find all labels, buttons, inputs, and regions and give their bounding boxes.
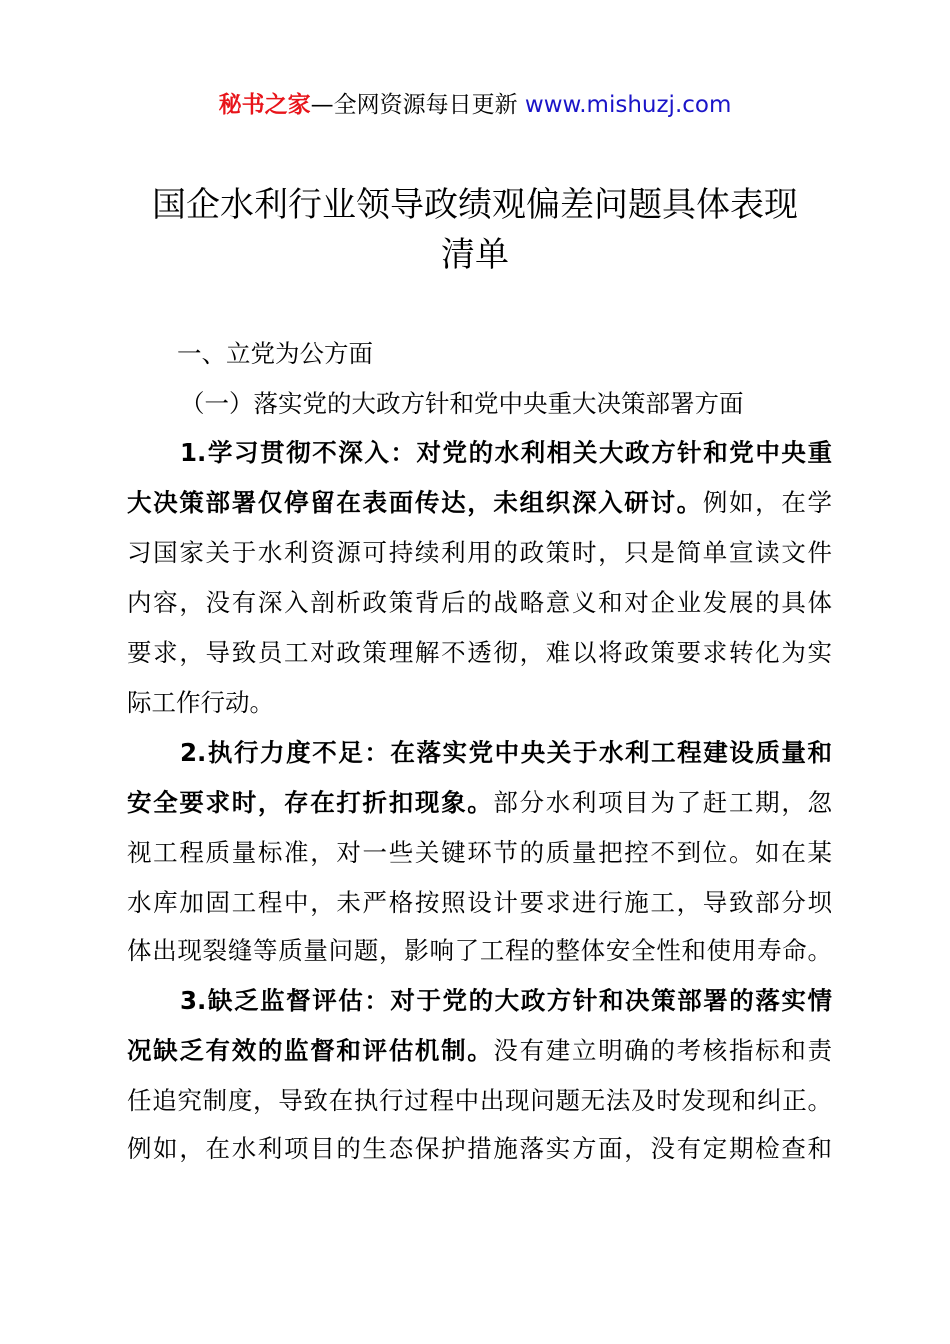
item-3-heading: 3.缺乏监督评估：对于党的大政方针和决策部署的落实情: [180, 986, 832, 1015]
item-2-summary: 安全要求时，存在打折扣现象。: [127, 788, 494, 817]
subsection-heading: （一）落实党的大政方针和党中央重大决策部署方面: [180, 389, 744, 418]
title-line-2: 清单: [441, 235, 509, 275]
website-link[interactable]: www.mishuzj.com: [524, 92, 732, 118]
paragraph-line: 习国家关于水利资源可持续利用的政策时，只是简单宣读文件: [127, 538, 832, 567]
paragraph-line: [127, 1026, 832, 1076]
item-3-summary: 况缺乏有效的监督和评估机制。: [127, 1036, 494, 1065]
header-slogan: —全网资源每日更新: [310, 92, 518, 118]
item-1-summary: 大决策部署仅停留在表面传达，未组织深入研讨。: [127, 488, 703, 517]
paragraph-line: 际工作行动。: [127, 688, 274, 717]
paragraph-line: [180, 728, 832, 778]
paragraph-line: [127, 478, 832, 528]
paragraph-line: 水库加固工程中，未严格按照设计要求进行施工，导致部分坝: [127, 888, 832, 917]
item-1-heading: 1.学习贯彻不深入：对党的水利相关大政方针和党中央重: [180, 438, 832, 467]
paragraph-line: 任追究制度，导致在执行过程中出现问题无法及时发现和纠正。: [127, 1086, 832, 1115]
section-heading: 一、立党为公方面: [177, 339, 373, 368]
paragraph-text: 例如，在学: [702, 488, 833, 517]
paragraph-line: 内容，没有深入剖析政策背后的战略意义和对企业发展的具体: [127, 588, 832, 617]
paragraph-line: 要求，导致员工对政策理解不透彻，难以将政策要求转化为实: [127, 638, 832, 667]
item-2-heading: 2.执行力度不足：在落实党中央关于水利工程建设质量和: [180, 738, 832, 767]
paragraph-text: 部分水利项目为了赶工期，忽: [493, 788, 832, 817]
document-title: [60, 180, 890, 280]
title-line-1: 国企水利行业领导政绩观偏差问题具体表现: [152, 185, 798, 225]
brand-name: 秘书之家: [218, 92, 311, 118]
paragraph-line: [180, 428, 832, 478]
paragraph-line: 体出现裂缝等质量问题，影响了工程的整体安全性和使用寿命。: [127, 936, 832, 965]
paragraph-line: [127, 778, 832, 828]
paragraph-line: [180, 976, 832, 1026]
site-header: [0, 88, 950, 122]
paragraph-line: 例如，在水利项目的生态保护措施落实方面，没有定期检查和: [127, 1134, 832, 1163]
paragraph-line: 视工程质量标准，对一些关键环节的质量把控不到位。如在某: [127, 838, 832, 867]
paragraph-text: 没有建立明确的考核指标和责: [493, 1036, 832, 1065]
